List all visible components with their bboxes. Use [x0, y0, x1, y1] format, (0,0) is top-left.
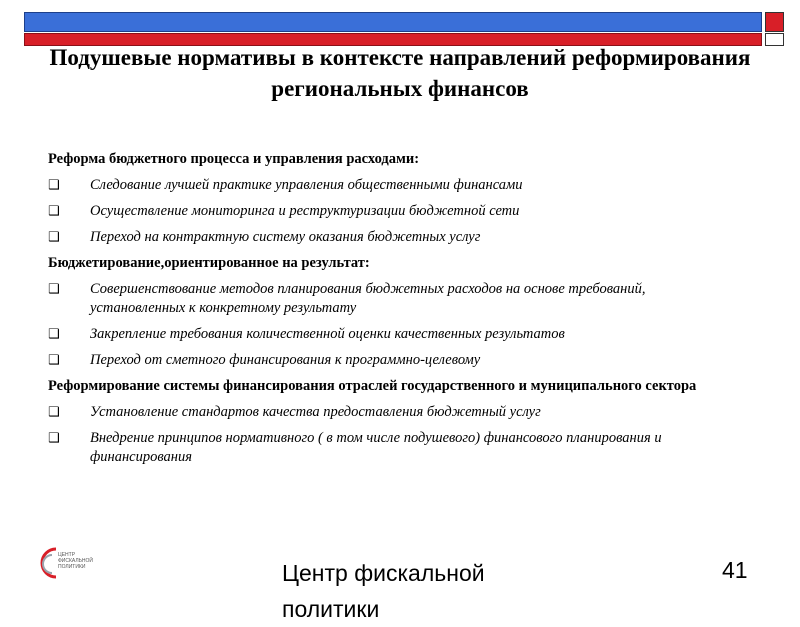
square-bullet-icon: ❑: [48, 327, 60, 342]
footer-text: Центр фискальной политики: [282, 560, 485, 622]
square-bullet-icon: ❑: [48, 178, 60, 193]
list-item: [48, 351, 728, 370]
list-item-text: Закрепление требования количественной оценки качественных результатов: [90, 326, 565, 342]
page-number: 41: [722, 557, 748, 583]
list-item-text: Установление стандартов качества предоставления бюджетный услуг: [90, 404, 541, 420]
square-bullet-icon: ❑: [48, 405, 60, 420]
list-item: [48, 202, 728, 221]
list-item: [48, 325, 728, 344]
section: [48, 150, 728, 247]
section-heading: Реформа бюджетного процесса и управления расходами:: [48, 151, 420, 167]
list-item-text: Переход на контрактную систему оказания бюджетных услуг: [90, 229, 481, 245]
square-bullet-icon: ❑: [48, 431, 60, 446]
section-heading: Реформирование системы финансирования отраслей государственного и муниципального сектора: [48, 378, 697, 394]
square-bullet-icon: ❑: [48, 230, 60, 245]
header-white-square: [765, 33, 784, 46]
square-bullet-icon: ❑: [48, 353, 60, 368]
header-blue-bar: [24, 12, 762, 32]
list-item-text: Внедрение принципов нормативного ( в том числе подушевого) финансового планирования и финансирования: [90, 430, 662, 465]
slide-content: [48, 150, 728, 474]
header-red-square: [765, 12, 784, 32]
list-item: [48, 228, 728, 247]
list-item-text: Следование лучшей практике управления общественными финансами: [90, 177, 523, 193]
section: [48, 254, 728, 370]
list-item: [48, 280, 728, 318]
logo-text: ЦЕНТР ФИСКАЛЬНОЙ ПОЛИТИКИ: [58, 552, 94, 570]
section-heading: Бюджетирование,ориентированное на результат:: [48, 255, 370, 271]
list-item: [48, 403, 728, 422]
list-item-text: Совершенствование методов планирования бюджетных расходов на основе требований, установленных к конкретному результату: [90, 281, 646, 316]
list-item: [48, 429, 728, 467]
square-bullet-icon: ❑: [48, 282, 60, 297]
list-item-text: Осуществление мониторинга и реструктуризации бюджетной сети: [90, 203, 520, 219]
section: [48, 377, 728, 467]
slide-title: Подушевые нормативы в контексте направлений реформирования региональных финансов: [49, 45, 751, 101]
square-bullet-icon: ❑: [48, 204, 60, 219]
list-item: [48, 176, 728, 195]
list-item-text: Переход от сметного финансирования к программно-целевому: [90, 352, 481, 368]
